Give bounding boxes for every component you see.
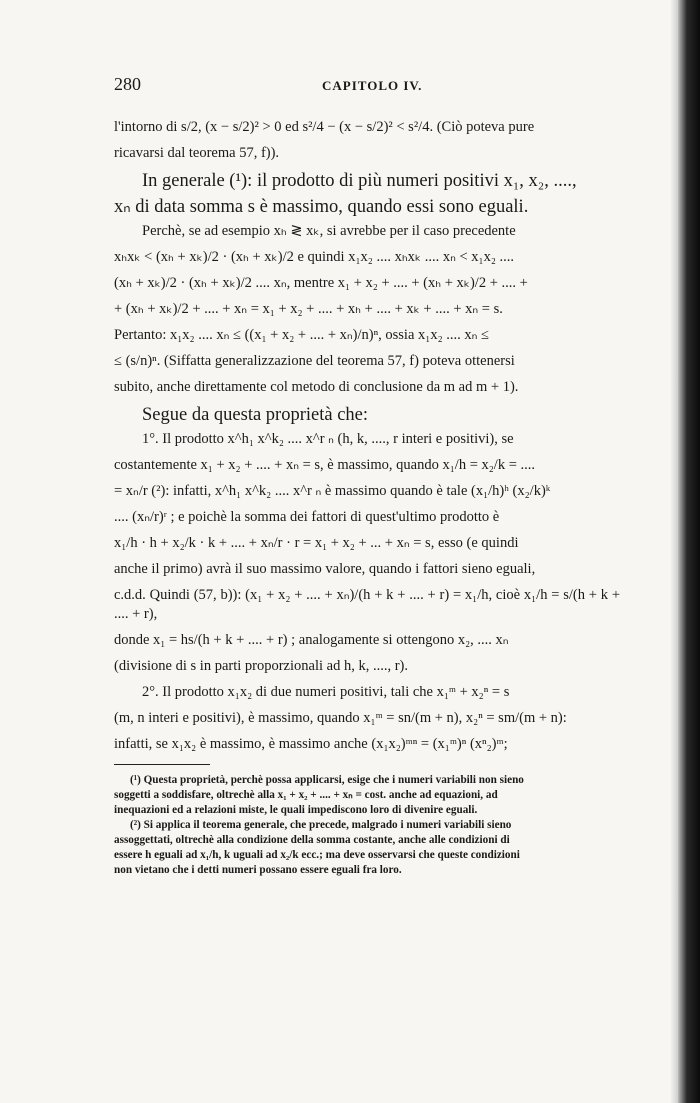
text-lines (114, 118, 620, 754)
text-line: x₁/h · h + x₂/k · k + .... + xₙ/r · r = x₁ + x₂ + ... + xₙ = s, esso (e quindi (114, 535, 519, 551)
text-line: (divisione di s in parti proporzionali ad h, k, ...., r). (114, 658, 408, 674)
footnote-line: essere h eguali ad x₁/h, k uguali ad x₂/k ecc.; ma deve osservarsi che queste condizioni (114, 849, 520, 861)
text-line: .... (xₙ/r)ʳ ; e poichè la somma dei fattori di quest'ultimo prodotto è (114, 509, 500, 525)
text-line: subito, anche direttamente col metodo di conclusione da m ad m + 1). (114, 379, 519, 395)
footnotes (114, 773, 620, 877)
text-line: xₕxₖ < (xₕ + xₖ)/2 · (xₕ + xₖ)/2 e quindi x₁x₂ .... xₕxₖ .... xₙ < x₁x₂ .... (114, 249, 515, 265)
text-line: infatti, se x₁x₂ è massimo, è massimo anche (x₁x₂)ᵐⁿ = (x₁ᵐ)ⁿ (xⁿ₂)ᵐ; (114, 736, 508, 752)
text-line: Perchè, se ad esempio xₕ ≷ xₖ, si avrebbe per il caso precedente (142, 223, 516, 239)
text-line: l'intorno di s/2, (x − s/2)² > 0 ed s²/4 − (x − s/2)² < s²/4. (Ciò poteva pure (114, 119, 535, 135)
footnote-line: assoggettati, oltrechè alla condizione della somma costante, anche alle condizioni di (114, 834, 510, 846)
running-header: CAPITOLO IV. (322, 78, 423, 93)
text-line: Pertanto: x₁x₂ .... xₙ ≤ ((x₁ + x₂ + .... + xₙ)/n)ⁿ, ossia x₁x₂ .... xₙ ≤ (114, 327, 489, 343)
footnote-line: (²) Si applica il teorema generale, che precede, malgrado i numeri variabili sieno (130, 819, 512, 831)
section-heading: Segue da questa proprietà che: (142, 405, 369, 425)
page-gutter-shadow (670, 0, 678, 1103)
text-line: = xₙ/r (²): infatti, x^h₁ x^k₂ .... x^r ₙ è massimo quando è tale (x₁/h)ʰ (x₂/k)ᵏ (114, 483, 551, 499)
text-line: ricavarsi dal teorema 57, f)). (114, 145, 280, 161)
body-text (114, 118, 620, 878)
footnote-line: (¹) Questa proprietà, perchè possa applicarsi, esige che i numeri variabili non sieno (130, 774, 524, 786)
footnote-line: non vietano che i detti numeri possano essere eguali fra loro. (114, 864, 402, 876)
text-line: donde x₁ = hs/(h + k + .... + r) ; analogamente si ottengono x₂, .... xₙ (114, 632, 509, 648)
text-line: 2°. Il prodotto x₁x₂ di due numeri positivi, tali che x₁ᵐ + x₂ⁿ = s (142, 684, 510, 700)
text-line: (m, n interi e positivi), è massimo, quando x₁ᵐ = sn/(m + n), x₂ⁿ = sm/(m + n): (114, 710, 567, 726)
footnote-rule (114, 764, 210, 765)
text-line: costantemente x₁ + x₂ + .... + xₙ = s, è massimo, quando x₁/h = x₂/k = .... (114, 457, 536, 473)
text-line: ≤ (s/n)ⁿ. (Siffatta generalizzazione del teorema 57, f) poteva ottenersi (114, 353, 515, 369)
text-line: + (xₕ + xₖ)/2 + .... + xₙ = x₁ + x₂ + .... + xₕ + .... + xₖ + .... + xₙ = s. (114, 301, 503, 317)
text-line: xₙ di data somma s è massimo, quando essi sono eguali. (114, 197, 529, 217)
footnote-line: soggetti a soddisfare, oltrechè alla x₁ + x₂ + .... + xₙ = cost. anche ad equazioni, ad (114, 789, 498, 801)
text-line: c.d.d. Quindi (57, b)): (x₁ + x₂ + .... + xₙ)/(h + k + .... + r) = x₁/h, cioè x₁/h = s/(h + k + .... + r), (114, 587, 620, 622)
text-line: In generale (¹): il prodotto di più numeri positivi x₁, x₂, ...., (142, 171, 577, 191)
text-line: (xₕ + xₖ)/2 · (xₕ + xₖ)/2 .... xₙ, mentre x₁ + x₂ + .... + (xₕ + xₖ)/2 + .... + (114, 275, 528, 291)
page-number: 280 (114, 74, 141, 94)
text-line: 1°. Il prodotto x^h₁ x^k₂ .... x^r ₙ (h, k, ...., r interi e positivi), se (142, 431, 514, 447)
page-binding-edge (678, 0, 700, 1103)
footnote-line: inequazioni ed a relazioni miste, le quali impediscono loro di divenire eguali. (114, 804, 478, 816)
text-line: anche il primo) avrà il suo massimo valore, quando i fattori sieno eguali, (114, 561, 536, 577)
